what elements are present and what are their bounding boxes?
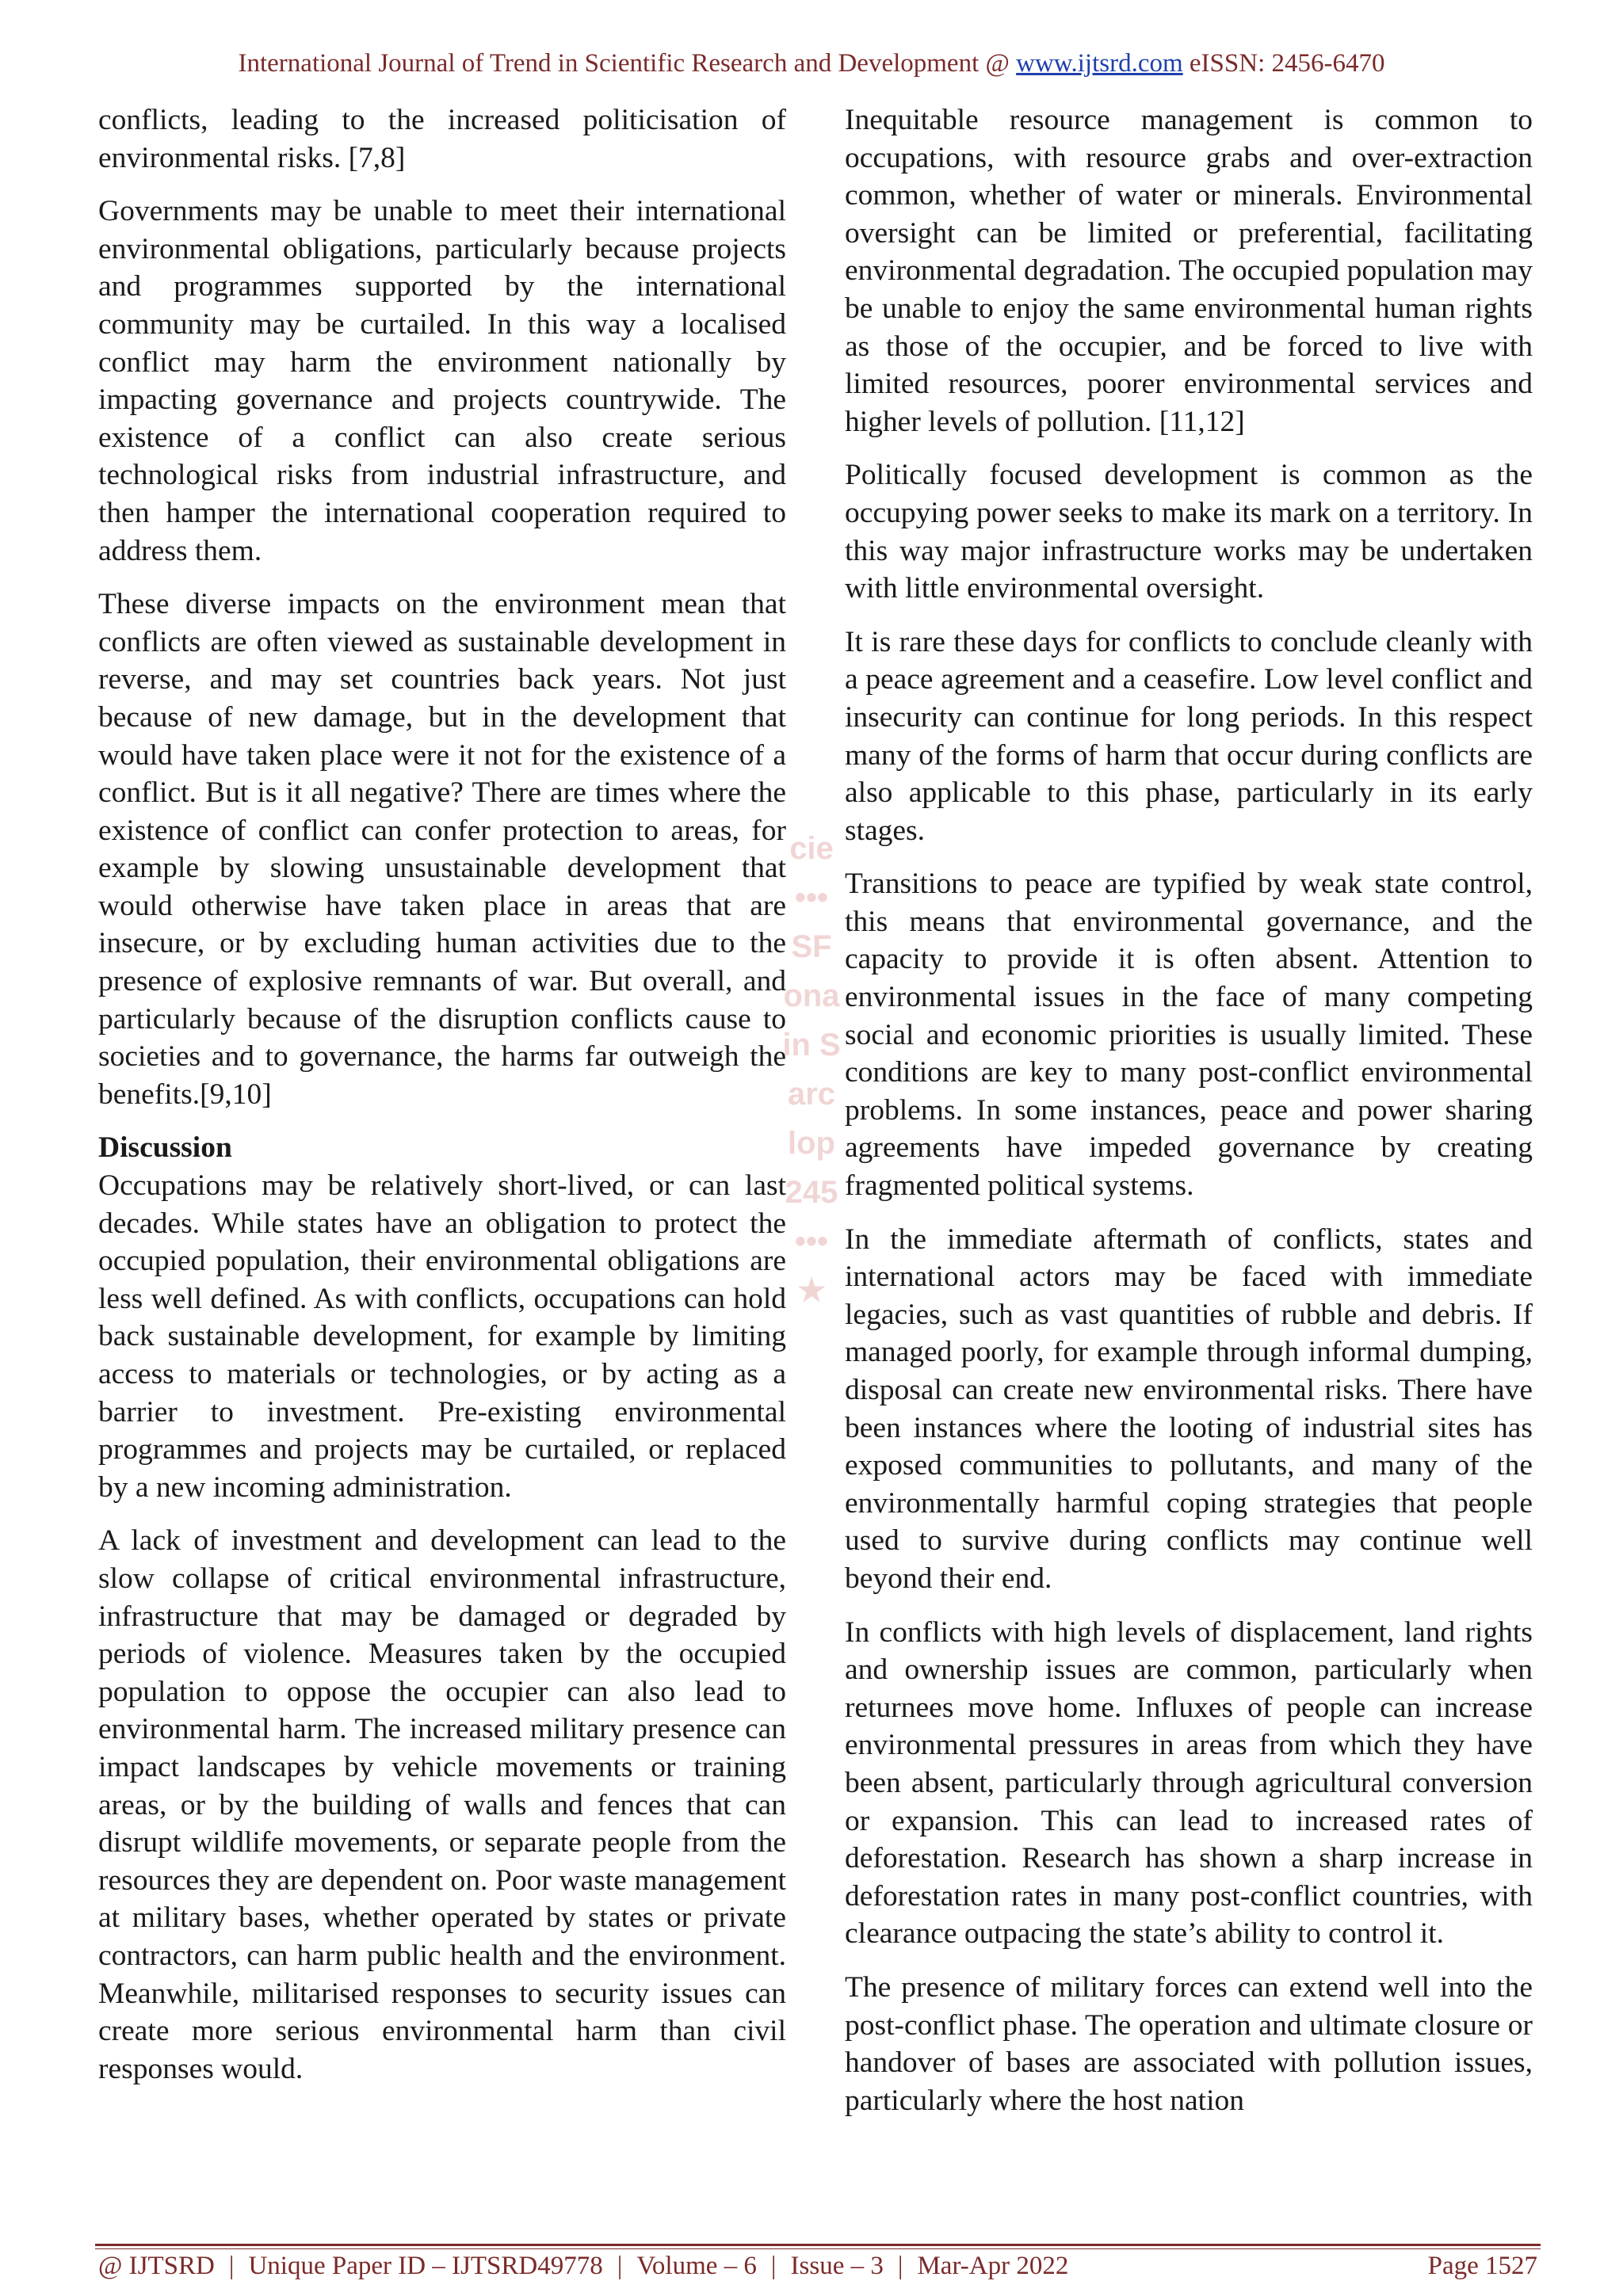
journal-title: International Journal of Trend in Scientific Research and Development @ — [238, 49, 1017, 78]
paragraph: Transitions to peace are typified by weak state control, this means that environmental governance, and the capacity to provide it is often absent. Attention to environmental issues in the face of many competing social and economic priorities is usually limited. These conditions are key to many post-conflict environmental problems. In some instances, peace and power sharing agreements have impeded governance by creating fragmented political systems. — [845, 868, 1533, 1203]
paragraph: Occupations may be relatively short-lived, or can last decades. While states have an obligation to protect the occupied population, their environmental obligations are less well defined. As with conflicts, occupations can hold back sustainable development, for example by limiting access to materials or technologies, or by acting as a barrier to investment. Pre-existing environmental programmes and projects may be curtailed, or replaced by a new incoming administration. — [98, 1169, 786, 1504]
paragraph: Governments may be unable to meet their international environmental obligations, particularly because projects and programmes supported by the international community may be curtailed. In this way a localised conflict may harm the environment nationally by impacting governance and projects countrywide. The existence of a conflict can also create serious technological risks from industrial infrastructure, and then hamper the international cooperation required to address them. — [98, 195, 786, 567]
paragraph: In the immediate aftermath of conflicts, states and international actors may be faced with immediate legacies, such as vast quantities of rubble and debris. If managed poorly, for example through informal dumping, disposal can create new environmental risks. There have been instances where the looting of industrial sites has exposed communities to pollutants, and many of the environmentally harmful coping strategies that people used to survive during conflicts may continue well beyond their end. — [845, 1222, 1533, 1595]
paragraph: These diverse impacts on the environment mean that conflicts are often viewed as sustainable development in reverse, and may set countries back years. Not just because of new damage, but in the development that would have taken place were it not for the existence of a conflict. But is it all negative? There are times where the existence of conflict can confer protection to areas, for example by slowing unsustainable development that would otherwise have taken place in areas that are insecure, or by excluding human activities due to the presence of explosive remnants of war. But overall, and particularly because of the disruption conflicts cause to societies and to governance, the harms far outweigh the benefits.[9,10] — [98, 588, 786, 1111]
footer-date: Mar-Apr 2022 — [917, 2252, 1069, 2280]
paragraph: It is rare these days for conflicts to conclude cleanly with a peace agreement and a ceasefire. Low level conflict and insecurity can continue for long periods. In this respect many of the forms of harm that occur during conflicts are also applicable to this phase, particularly in its early stages. — [845, 625, 1533, 847]
left-column — [98, 101, 786, 2103]
right-column — [845, 101, 1533, 2135]
journal-issn: eISSN: 2456-6470 — [1182, 49, 1385, 78]
journal-header — [0, 49, 1623, 78]
paragraph: In conflicts with high levels of displacement, land rights and ownership issues are common, particularly when returnees move home. Influxes of people can increase environmental pressures in areas from which they have been absent, particularly through agricultural conversion or expansion. This can lead to increased rates of deforestation. Research has shown a sharp increase in deforestation rates in many post-conflict countries, with clearance outpacing the state’s ability to control it. — [845, 1615, 1533, 1951]
footer-source: @ IJTSRD — [98, 2252, 215, 2280]
footer-paper-id: Unique Paper ID – IJTSRD49778 — [248, 2252, 603, 2280]
section-heading-discussion: Discussion — [98, 1131, 232, 1165]
footer-volume: Volume – 6 — [636, 2252, 757, 2280]
footer-divider — [95, 2244, 1541, 2249]
page-footer: @ IJTSRD | Unique Paper ID – IJTSRD49778 | Volume – 6 | Issue – 3 | Mar-Apr 2022 Page 1527 — [98, 2252, 1537, 2280]
journal-url-link[interactable]: www.ijtsrd.com — [1016, 49, 1183, 78]
paragraph: The presence of military forces can extend well into the post-conflict phase. The operation and ultimate closure or handover of bases are associated with pollution issues, particularly where the host nation — [845, 1970, 1533, 2117]
footer-issue: Issue – 3 — [790, 2252, 884, 2280]
paragraph: conflicts, leading to the increased politicisation of environmental risks. [7,8] — [98, 104, 786, 174]
paragraph: Politically focused development is common as the occupying power seeks to make its mark on a territory. In this way major infrastructure works may be undertaken with little environmental oversight. — [845, 459, 1533, 605]
paragraph: Inequitable resource management is common to occupations, with resource grabs and over-extraction common, whether of water or minerals. Environmental oversight can be limited or preferential, facilitating environmental degradation. The occupied population may be unable to enjoy the same environmental human rights as those of the occupier, and be forced to live with limited resources, poorer environmental services and higher levels of pollution. [11,12] — [845, 104, 1533, 438]
page-number: Page 1527 — [1427, 2252, 1537, 2280]
paragraph: A lack of investment and development can lead to the slow collapse of critical environmental infrastructure, infrastructure that may be damaged or degraded by periods of violence. Measures taken by the occupied population to oppose the occupier can also lead to environmental harm. The increased military presence can impact landscapes by vehicle movements or training areas, or by the building of walls and fences that can disrupt wildlife movements, or separate people from the resources they are dependent on. Poor waste management at military bases, whether operated by states or private contractors, can harm public health and the environment. Meanwhile, militarised responses to security issues can create more serious environmental harm than civil responses would. — [98, 1524, 786, 2085]
journal-watermark: cie ••• SF ona in S arc lop 245 ••• ★ — [782, 831, 841, 1308]
